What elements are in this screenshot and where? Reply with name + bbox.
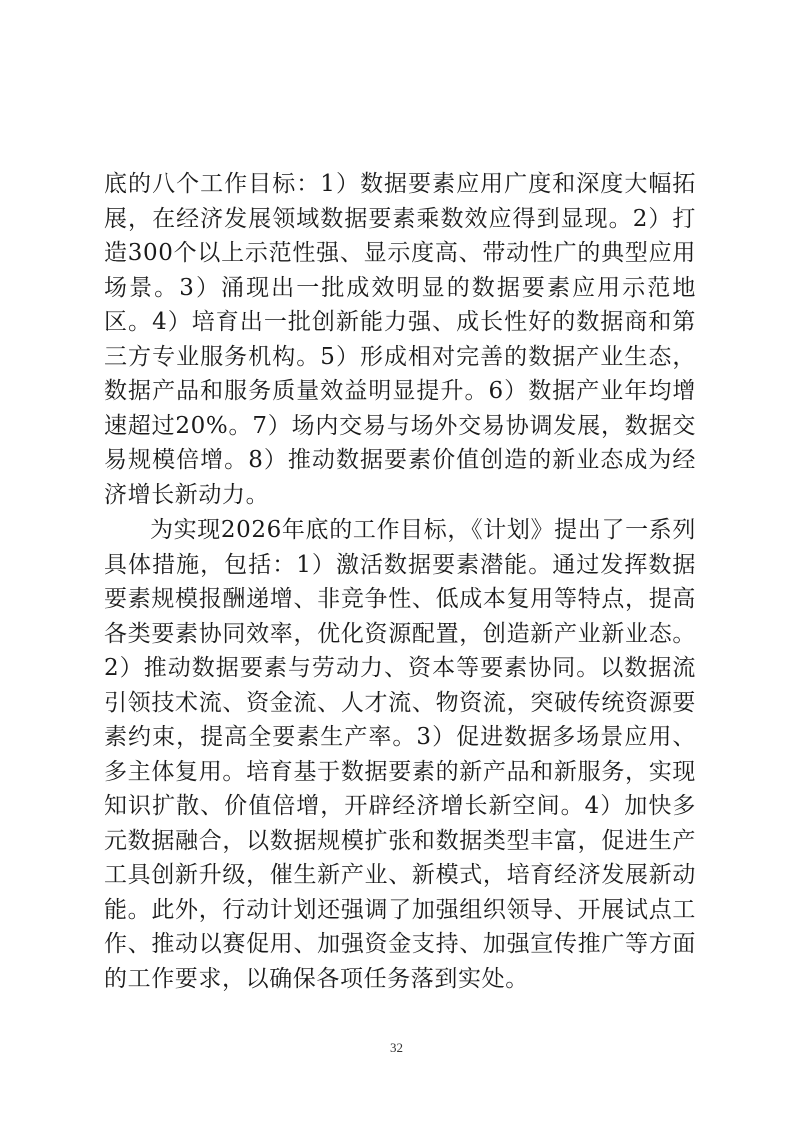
page-number: 32 bbox=[390, 1040, 403, 1055]
paragraph-work-goals: 底的八个工作目标：1）数据要素应用广度和深度大幅拓展，在经济发展领域数据要素乘数效应得到显现。2）打造300个以上示范性强、显示度高、带动性广的典型应用场景。3）涌现出一批成效明显的数据要素应用示范地区。4）培育出一批创新能力强、成长性好的数据商和第三方专业服务机构。5）形成相对完善的数据产业生态，数据产品和服务质量效益明显提升。6）数据产业年均增速超过20%。7）场内交易与场外交易协调发展，数据交易规模倍增。8）推动数据要素价值创造的新业态成为经济增长新动力。 bbox=[104, 171, 696, 508]
paragraph-measures: 为实现2026年底的工作目标，《计划》提出了一系列具体措施，包括：1）激活数据要素潜能。通过发挥数据要素规模报酬递增、非竞争性、低成本复用等特点，提高各类要素协同效率，优化资源配置，创造新产业新业态。2）推动数据要素与劳动力、资本等要素协同。以数据流引领技术流、资金流、人才流、物资流，突破传统资源要素约束，提高全要素生产率。3）促进数据多场景应用、多主体复用。培育基于数据要素的新产品和新服务，实现知识扩散、价值倍增，开辟经济增长新空间。4）加快多元数据融合，以数据规模扩张和数据类型丰富，促进生产工具创新升级，催生新产业、新模式，培育经济发展新动能。此外，行动计划还强调了加强组织领导、开展试点工作、推动以赛促用、加强资金支持、加强宣传推广等方面的工作要求，以确保各项任务落到实处。 bbox=[104, 517, 696, 992]
